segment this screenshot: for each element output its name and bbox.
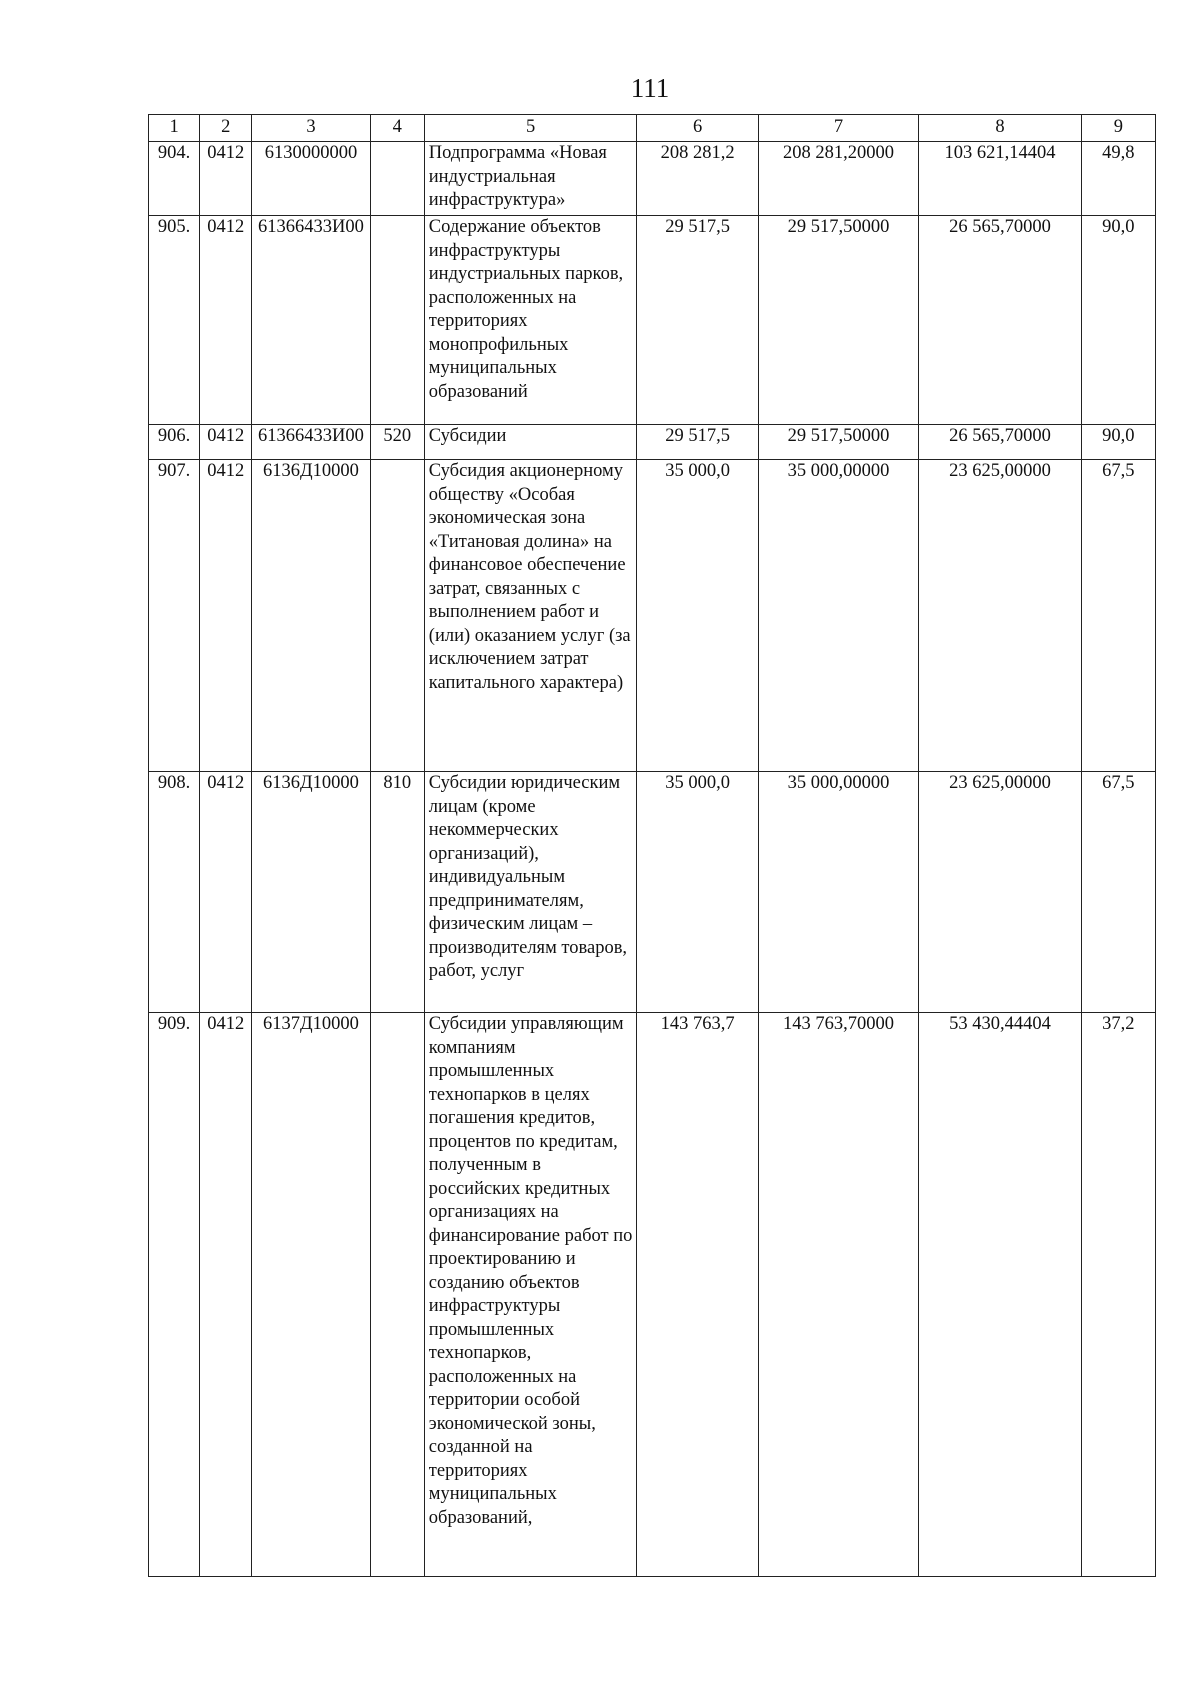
value-col6-cell: 35 000,0	[637, 772, 758, 1013]
item-name-cell: Субсидия акционерному обществу «Особая экономическая зона «Титановая долина» на финансовое обеспечение затрат, связанных с выполнением работ и (или) оказанием услуг (за исключением затрат капитального характера)	[424, 460, 637, 772]
section-code-cell: 0412	[200, 1013, 252, 1577]
table-header-row	[149, 115, 1156, 142]
row-number-cell: 906.	[149, 425, 200, 460]
page-number: 111	[630, 73, 670, 103]
item-name-cell: Субсидии	[424, 425, 637, 460]
section-code-cell: 0412	[200, 216, 252, 425]
item-name-cell: Субсидии управляющим компаниям промышленных технопарков в целях погашения кредитов, процентов по кредитам, полученным в российских кредитных организациях на финансирование работ по проектированию и созданию объектов инфраструктуры промышленных технопарков, расположенных на территории особой экономической зоны, созданной на территориях муниципальных образований,	[424, 1013, 637, 1577]
value-col8-cell: 103 621,14404	[919, 142, 1081, 216]
value-col7-cell: 208 281,20000	[758, 142, 918, 216]
column-header-2: 2	[200, 115, 252, 142]
target-code-cell: 6130000000	[252, 142, 370, 216]
value-col8-cell: 53 430,44404	[919, 1013, 1081, 1577]
column-header-6: 6	[637, 115, 758, 142]
expense-type-cell	[370, 216, 424, 425]
value-col6-cell: 29 517,5	[637, 216, 758, 425]
row-number-cell: 905.	[149, 216, 200, 425]
section-code-cell: 0412	[200, 772, 252, 1013]
row-number-cell: 904.	[149, 142, 200, 216]
table-row	[149, 460, 1156, 772]
value-col7-cell: 35 000,00000	[758, 460, 918, 772]
value-col8-cell: 26 565,70000	[919, 216, 1081, 425]
value-col6-cell: 208 281,2	[637, 142, 758, 216]
column-header-4: 4	[370, 115, 424, 142]
item-name-cell: Субсидии юридическим лицам (кроме некоммерческих организаций), индивидуальным предпринимателям, физическим лицам – производителям товаров, работ, услуг	[424, 772, 637, 1013]
column-header-3: 3	[252, 115, 370, 142]
target-code-cell: 61366433И00	[252, 425, 370, 460]
target-code-cell: 61366433И00	[252, 216, 370, 425]
value-col6-cell: 29 517,5	[637, 425, 758, 460]
percent-cell: 67,5	[1081, 460, 1155, 772]
percent-cell: 49,8	[1081, 142, 1155, 216]
item-name-cell: Содержание объектов инфраструктуры индустриальных парков, расположенных на территориях монопрофильных муниципальных образований	[424, 216, 637, 425]
item-name-cell: Подпрограмма «Новая индустриальная инфраструктура»	[424, 142, 637, 216]
percent-cell: 67,5	[1081, 772, 1155, 1013]
column-header-5: 5	[424, 115, 637, 142]
target-code-cell: 6136Д10000	[252, 460, 370, 772]
expense-type-cell: 520	[370, 425, 424, 460]
value-col7-cell: 35 000,00000	[758, 772, 918, 1013]
value-col8-cell: 23 625,00000	[919, 460, 1081, 772]
section-code-cell: 0412	[200, 425, 252, 460]
expense-type-cell: 810	[370, 772, 424, 1013]
target-code-cell: 6137Д10000	[252, 1013, 370, 1577]
value-col6-cell: 143 763,7	[637, 1013, 758, 1577]
value-col7-cell: 29 517,50000	[758, 216, 918, 425]
table-row	[149, 142, 1156, 216]
value-col7-cell: 29 517,50000	[758, 425, 918, 460]
value-col8-cell: 23 625,00000	[919, 772, 1081, 1013]
value-col6-cell: 35 000,0	[637, 460, 758, 772]
percent-cell: 90,0	[1081, 425, 1155, 460]
table-row	[149, 772, 1156, 1013]
percent-cell: 37,2	[1081, 1013, 1155, 1577]
percent-cell: 90,0	[1081, 216, 1155, 425]
section-code-cell: 0412	[200, 460, 252, 772]
column-header-1: 1	[149, 115, 200, 142]
row-number-cell: 907.	[149, 460, 200, 772]
column-header-9: 9	[1081, 115, 1155, 142]
target-code-cell: 6136Д10000	[252, 772, 370, 1013]
column-header-7: 7	[758, 115, 918, 142]
column-header-8: 8	[919, 115, 1081, 142]
table-row	[149, 425, 1156, 460]
row-number-cell: 908.	[149, 772, 200, 1013]
table-row	[149, 216, 1156, 425]
row-number-cell: 909.	[149, 1013, 200, 1577]
value-col7-cell: 143 763,70000	[758, 1013, 918, 1577]
expense-type-cell	[370, 460, 424, 772]
budget-table	[148, 114, 1156, 1577]
section-code-cell: 0412	[200, 142, 252, 216]
value-col8-cell: 26 565,70000	[919, 425, 1081, 460]
expense-type-cell	[370, 1013, 424, 1577]
expense-type-cell	[370, 142, 424, 216]
table-row	[149, 1013, 1156, 1577]
